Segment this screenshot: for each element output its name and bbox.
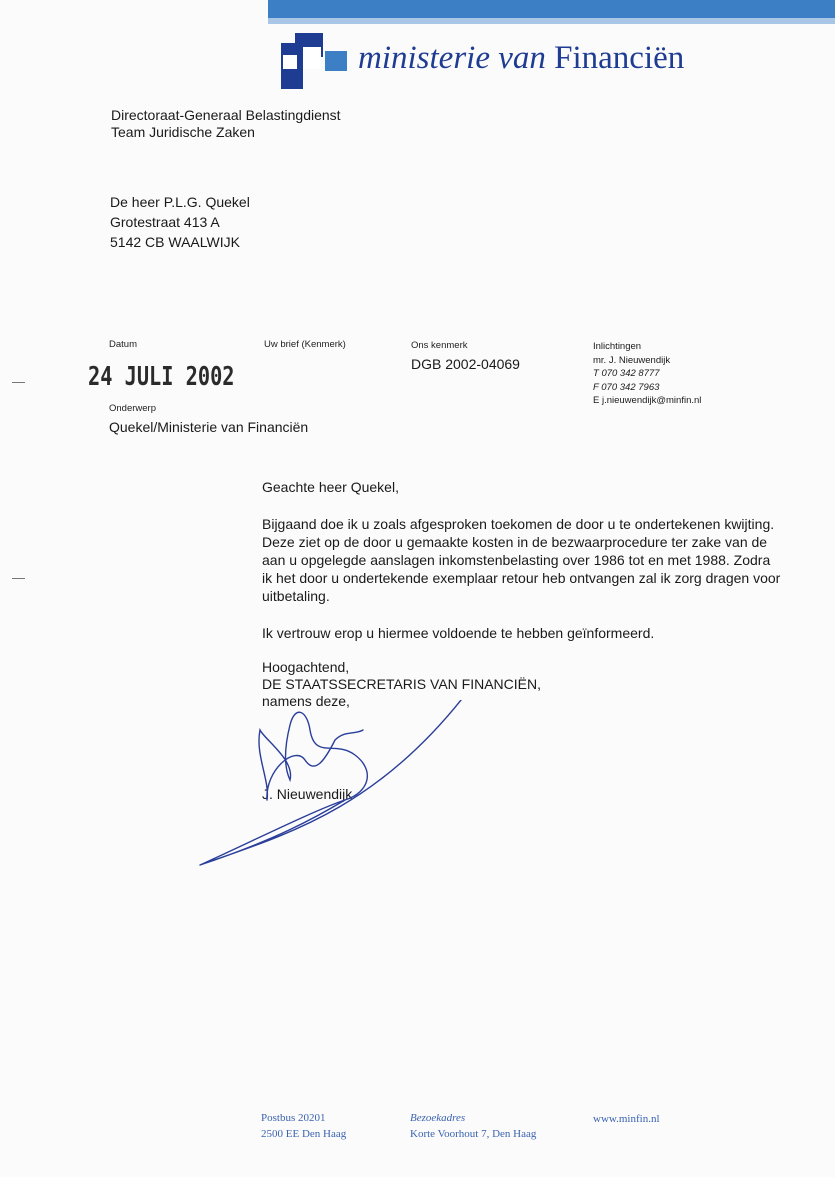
addressee-street: Grotestraat 413 A [110,214,220,230]
closing-line3: namens deze, [262,693,350,709]
ministry-logo-text [358,40,684,77]
footer-postal [261,1110,346,1142]
our-ref-value: DGB 2002-04069 [411,356,520,372]
info-fax: F 070 342 7963 [593,381,660,393]
ministry-logo-icon [281,33,351,89]
handwritten-signature [195,700,485,870]
letter-body [262,478,782,661]
footer-postbus: Postbus 20201 [261,1112,326,1124]
sender-line1: Directoraat-Generaal Belastingdienst [111,107,341,123]
paragraph-2: Ik vertrouw erop u hiermee voldoende te hebben geïnformeerd. [262,625,655,641]
fold-mark [12,382,25,383]
addressee-name: De heer P.L.G. Quekel [110,194,250,210]
footer-visit [410,1110,536,1142]
footer-visit-label: Bezoekadres [410,1112,466,1124]
footer-postcode: 2500 EE Den Haag [261,1128,347,1140]
salutation: Geachte heer Quekel, [262,479,399,495]
date-label: Datum [109,339,137,350]
info-name: mr. J. Nieuwendijk [593,354,671,366]
our-ref-label: Ons kenmerk [411,340,468,351]
logo-text-roman: Financiën [554,40,685,76]
subject-label: Onderwerp [109,403,156,414]
addressee-city: 5142 CB WAALWIJK [110,234,240,250]
sender-block [111,107,341,141]
closing-line1: Hoogachtend, [262,659,350,675]
paragraph-1: Bijgaand doe ik u zoals afgesproken toekomen de door u te ondertekenen kwijting. Deze ziet op de door u gemaakte kosten in de bezwaarprocedure ter zake van de aan u opgelegde aanslagen inkomstenbelasting over 1986 tot en met 1988. Zodra ik het door u ondertekende exemplaar retour heb ontvangen zal ik zorg dragen voor uitbetaling. [262,516,781,604]
logo-text-italic: ministerie van [358,40,546,76]
header-band-light [268,18,835,24]
addressee-block [110,192,250,252]
sender-line2: Team Juridische Zaken [111,124,255,140]
subject-value: Quekel/Ministerie van Financiën [109,419,309,435]
date-stamp: 24 JULI 2002 [88,362,235,392]
closing-line2: DE STAATSSECRETARIS VAN FINANCIËN, [262,676,542,692]
footer-website: www.minfin.nl [593,1113,660,1125]
header-band [268,0,835,20]
info-phone: T 070 342 8777 [593,368,660,379]
your-letter-label: Uw brief (Kenmerk) [264,339,346,350]
info-label: Inlichtingen [593,341,642,352]
footer-visit-address: Korte Voorhout 7, Den Haag [410,1128,537,1140]
contact-block [593,340,701,408]
signer-name: J. Nieuwendijk [262,786,353,802]
info-email: E j.nieuwendijk@minfin.nl [593,395,702,406]
fold-mark [12,578,25,579]
